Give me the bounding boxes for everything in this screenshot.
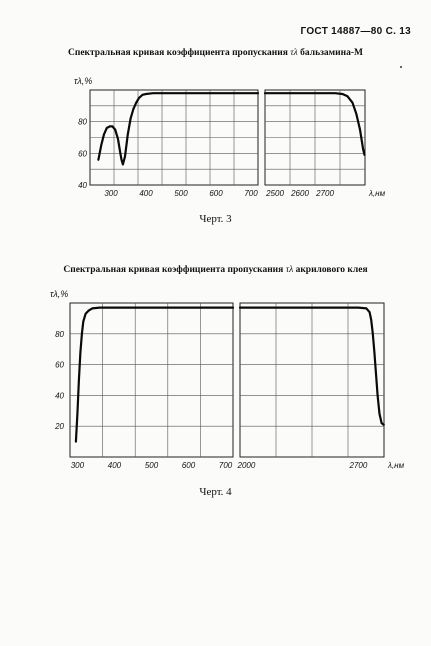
- chart2-title-prefix: Спектральная кривая коэффициента пропускания: [63, 265, 284, 275]
- chart1-x-axis-label: λ,нм: [369, 189, 386, 198]
- chart1-title-symbol: τλ: [290, 48, 298, 58]
- chart2-panel-1-frame: [70, 303, 233, 457]
- chart2-y-axis-label: τλ,%: [50, 289, 69, 299]
- chart1-panel-1-x-tick-label-2: 500: [174, 189, 188, 198]
- chart1-y-tick-label-1: 60: [78, 149, 87, 159]
- chart2-title-suffix: акрилового клея: [295, 265, 368, 275]
- chart1-y-axis-label: τλ,%: [74, 76, 93, 86]
- chart1-panel-1-x-tick-label-1: 400: [139, 189, 153, 198]
- chart1-panel-1-x-tick-label-0: 300: [104, 189, 118, 198]
- chart1-y-tick-label-2: 80: [78, 117, 87, 127]
- chart2-panel-1-x-tick-label-3: 600: [181, 461, 196, 470]
- speck-mark: [400, 66, 402, 68]
- chart1-title-prefix: Спектральная кривая коэффициента пропускания: [68, 48, 288, 58]
- document-header: ГОСТ 14887—80 С. 13: [300, 26, 411, 37]
- chart1-caption: Черт. 3: [199, 213, 232, 225]
- chart2-panel-1-x-tick-label-0: 300: [70, 461, 85, 470]
- chart2-panel-1-x-tick-label-2: 500: [144, 461, 159, 470]
- chart2-svg: [0, 285, 431, 480]
- chart2-title-symbol: τλ: [285, 265, 294, 275]
- chart2-panel-2-x-tick-label-0: 2000: [237, 461, 256, 470]
- chart2-y-tick-label-3: 80: [55, 329, 64, 339]
- chart1-panel-1-x-tick-label-3: 600: [209, 189, 223, 198]
- chart2-caption: Черт. 4: [199, 486, 232, 498]
- chart1-title: [0, 48, 431, 58]
- chart2-y-tick-label-1: 40: [55, 391, 64, 401]
- chart2-panel-2-x-tick-label-1: 2700: [349, 461, 368, 470]
- chart1-title-suffix: бальзамина-М: [300, 48, 363, 58]
- chart1-y-tick-label-0: 40: [78, 181, 87, 190]
- chart2-title: [0, 265, 431, 275]
- chart1-panel-1-x-tick-label-4: 700: [244, 189, 258, 198]
- chart1-panel-2-x-tick-label-1: 2600: [291, 189, 309, 198]
- chart2-y-tick-label-2: 60: [55, 360, 64, 370]
- chart1-panel-2-x-tick-label-2: 2700: [316, 189, 334, 198]
- chart2-panel-1-x-tick-label-4: 700: [218, 461, 233, 470]
- chart2-panel-1-series-line: [76, 308, 233, 442]
- chart1-panel-2-x-tick-label-0: 2500: [266, 189, 284, 198]
- chart2-x-axis-label: λ,нм: [388, 461, 405, 470]
- chart2-panel-1-x-tick-label-1: 400: [107, 461, 122, 470]
- chart1-svg: [0, 72, 431, 212]
- chart2-y-tick-label-0: 20: [55, 422, 64, 432]
